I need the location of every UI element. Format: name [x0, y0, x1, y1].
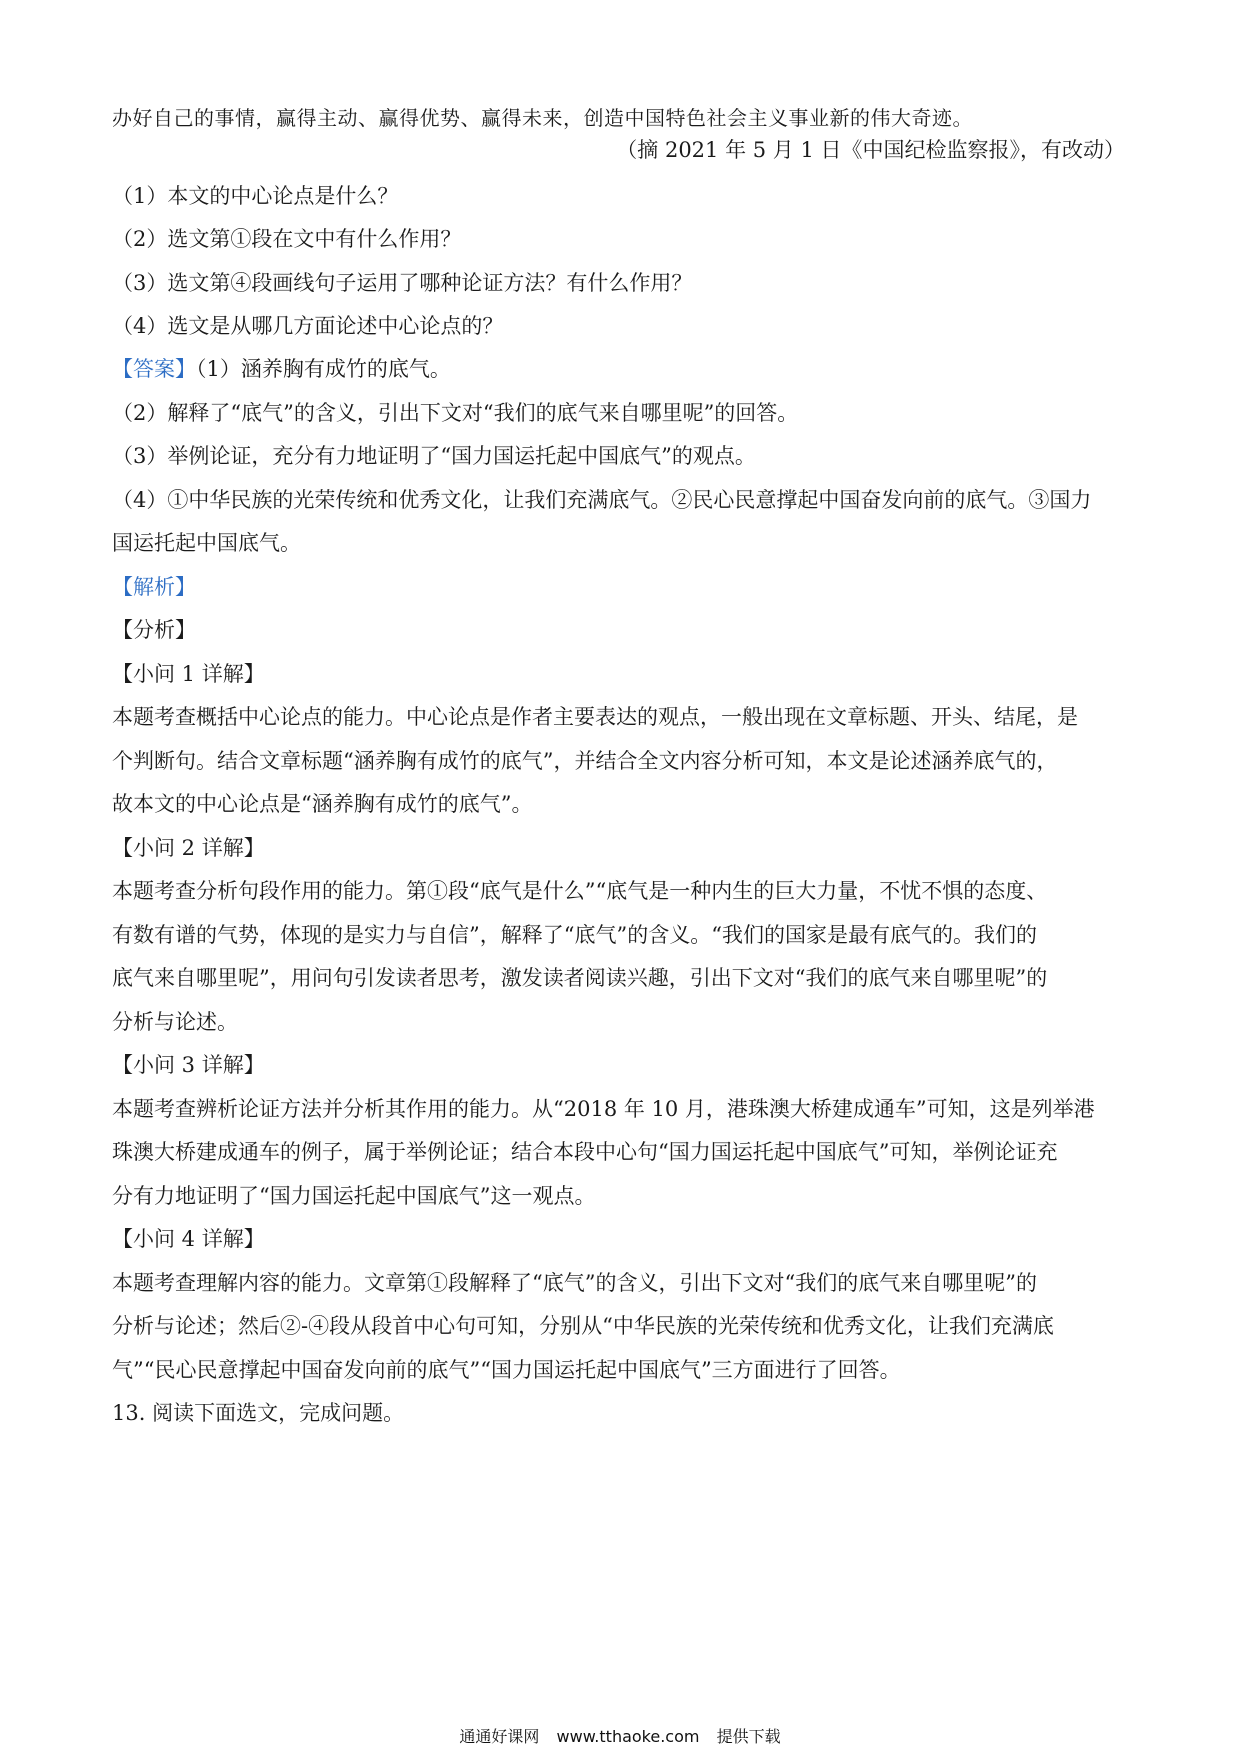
text-line: 珠澳大桥建成通车的例子，属于举例论证；结合本段中心句“国力国运托起中国底气”可知，举例论证充	[112, 1140, 1058, 1164]
question-4: （4）选文是从哪几方面论述中心论点的？	[112, 314, 504, 338]
sub-question-4-title: 【小问 4 详解】	[112, 1227, 265, 1251]
answer-3: （3）举例论证，充分有力地证明了“国力国运托起中国底气”的观点。	[112, 444, 756, 468]
text-line: 本题考查理解内容的能力。文章第①段解释了“底气”的含义，引出下文对“我们的底气来自哪里呢”的	[112, 1271, 1037, 1295]
text-line: 分析与论述；然后②-④段从段首中心句可知，分别从“中华民族的光荣传统和优秀文化，让我们充满底	[112, 1314, 1054, 1338]
analysis-tag: 【解析】	[112, 575, 196, 599]
answer-line-1	[112, 354, 1132, 384]
text-line: 分析与论述。	[112, 1010, 238, 1034]
text-line: 分有力地证明了“国力国运托起中国底气”这一观点。	[112, 1184, 596, 1208]
page-footer	[0, 1724, 1240, 1747]
text-line: 办好自己的事情，赢得主动、赢得优势、赢得未来，创造中国特色社会主义事业新的伟大奇迹。	[112, 106, 973, 130]
text-line: 本题考查概括中心论点的能力。中心论点是作者主要表达的观点，一般出现在文章标题、开头、结尾，是	[112, 705, 1078, 729]
question-2: （2）选文第①段在文中有什么作用？	[112, 227, 462, 251]
footer-site-name: 通通好课网	[459, 1727, 540, 1746]
sub-question-1-title: 【小问 1 详解】	[112, 662, 265, 686]
text-line: 气”“民心民意撑起中国奋发向前的底气”“国力国运托起中国底气”三方面进行了回答。	[112, 1358, 901, 1382]
analysis-heading: 【分析】	[112, 618, 196, 642]
footer-url[interactable]: www.tthaoke.com	[556, 1727, 700, 1746]
text-line: 底气来自哪里呢”，用问句引发读者思考，激发读者阅读兴趣，引出下文对“我们的底气来自哪里呢”的	[112, 966, 1048, 990]
text-line: 故本文的中心论点是“涵养胸有成竹的底气”。	[112, 792, 533, 816]
answer-4-line-2: 国运托起中国底气。	[112, 531, 301, 555]
answer-4-line-1: （4）①中华民族的光荣传统和优秀文化，让我们充满底气。②民心民意撑起中国奋发向前的底气。③国力	[112, 488, 1092, 512]
sub-question-2-title: 【小问 2 详解】	[112, 836, 265, 860]
footer-tail: 提供下载	[716, 1727, 781, 1746]
question-3: （3）选文第④段画线句子运用了哪种论证方法？有什么作用？	[112, 271, 693, 295]
question-1: （1）本文的中心论点是什么？	[112, 184, 399, 208]
answer-1: （1）涵养胸有成竹的底气。	[196, 357, 451, 381]
answer-2: （2）解释了“底气”的含义，引出下文对“我们的底气来自哪里呢”的回答。	[112, 401, 799, 425]
source-citation: （摘 2021 年 5 月 1 日《中国纪检监察报》，有改动）	[616, 138, 1125, 162]
text-line: 本题考查辨析论证方法并分析其作用的能力。从“2018 年 10 月，港珠澳大桥建成通车”可知，这是列举港	[112, 1097, 1095, 1121]
text-line: 本题考查分析句段作用的能力。第①段“底气是什么”“底气是一种内生的巨大力量，不忧不惧的态度、	[112, 879, 1048, 903]
sub-question-3-title: 【小问 3 详解】	[112, 1053, 265, 1077]
question-13: 13. 阅读下面选文，完成问题。	[112, 1401, 405, 1425]
text-line: 有数有谱的气势，体现的是实力与自信”，解释了“底气”的含义。“我们的国家是最有底气的。我们的	[112, 923, 1037, 947]
answer-tag: 【答案】	[112, 357, 196, 381]
text-line: 个判断句。结合文章标题“涵养胸有成竹的底气”，并结合全文内容分析可知，本文是论述涵养底气的，	[112, 749, 1058, 773]
